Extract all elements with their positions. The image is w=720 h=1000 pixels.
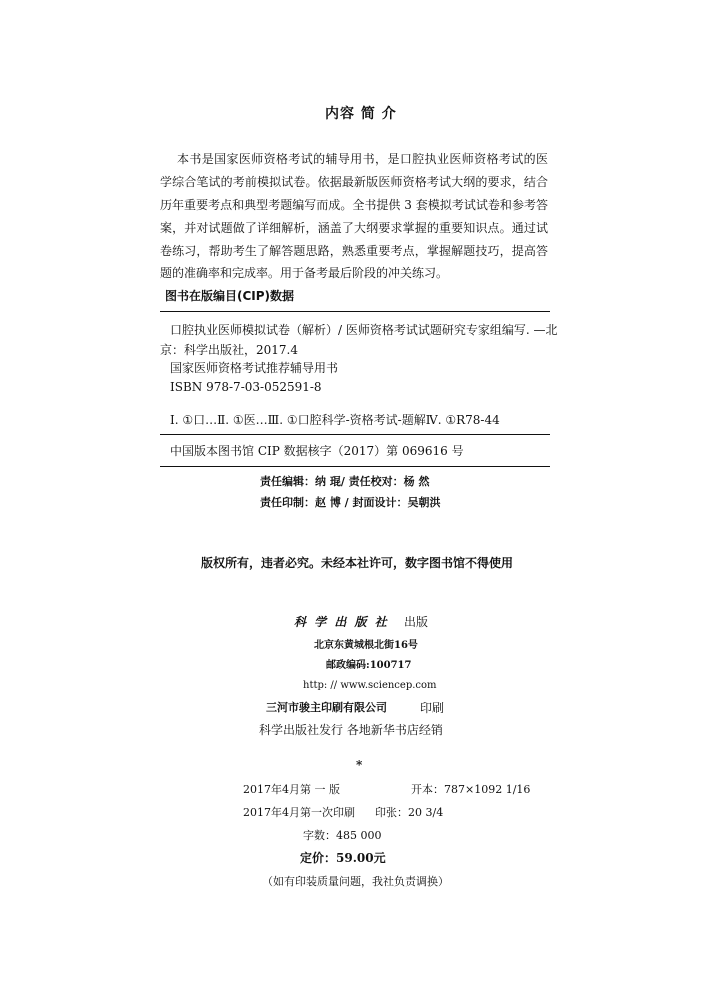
distribution: 科学出版社发行 各地新华书店经销 — [259, 723, 443, 737]
copyright-notice: 版权所有，违者必究。未经本社许可，数字图书馆不得使用 — [201, 556, 514, 570]
intro-line: 学综合笔试的考前模拟试卷。依据最新版医师资格考试大纲的要求，结合 — [160, 175, 548, 189]
publisher-website: http: // www.sciencep.com — [303, 680, 437, 691]
print-date: 2017年4月第一次印刷 — [243, 806, 355, 819]
cip-entry-line: 京：科学出版社，2017.4 — [160, 343, 298, 357]
publisher-postcode: 邮政编码:100717 — [326, 660, 412, 671]
publisher-role: 出版 — [404, 615, 429, 629]
intro-line: 案，并对试题做了详细解析，涵盖了大纲要求掌握的重要知识点。通过试 — [160, 221, 548, 235]
separator-star: * — [356, 758, 363, 772]
intro-line: 历年重要考点和典型考题编写而成。全书提供 3 套模拟考试试卷和参考答 — [160, 198, 548, 212]
intro-line: 卷练习，帮助考生了解答题思路，熟悉重要考点，掌握解题技巧，提高答 — [160, 244, 548, 258]
print-sheets: 印张：20 3/4 — [375, 806, 444, 819]
format-size: 开本：787×1092 1/16 — [411, 783, 531, 796]
cip-entry-line: 口腔执业医师模拟试卷（解析）/ 医师资格考试试题研究专家组编写. —北 — [170, 323, 558, 337]
publisher-address: 北京东黄城根北街16号 — [314, 640, 418, 651]
cip-classification: Ⅰ. ①口…Ⅱ. ①医…Ⅲ. ①口腔科学-资格考试-题解Ⅳ. ①R78-44 — [170, 413, 500, 427]
divider — [160, 311, 550, 312]
intro-line: 题的准确率和完成率。用于备考最后阶段的冲关练习。 — [160, 266, 449, 280]
page-title: 内容 简 介 — [325, 106, 397, 122]
intro-line: 本书是国家医师资格考试的辅导用书，是口腔执业医师资格考试的医 — [177, 152, 548, 166]
cip-number: 中国版本图书馆 CIP 数据核字（2017）第 069616 号 — [170, 444, 464, 458]
credits-line: 责任印制：赵 博 / 封面设计：吴朝洪 — [260, 496, 441, 509]
divider — [160, 434, 550, 435]
price: 定价：59.00元 — [300, 851, 386, 865]
word-count: 字数：485 000 — [303, 829, 382, 842]
isbn: ISBN 978-7-03-052591-8 — [170, 380, 322, 394]
credits-line: 责任编辑：纳 琨/ 责任校对：杨 然 — [260, 475, 430, 488]
divider — [160, 466, 550, 467]
printer-role: 印刷 — [420, 701, 445, 715]
edition-date: 2017年4月第 一 版 — [243, 783, 340, 796]
publisher-name: 科 学 出 版 社 — [294, 615, 389, 629]
quality-note: （如有印装质量问题，我社负责调换） — [262, 875, 449, 888]
printer-name: 三河市骏主印刷有限公司 — [266, 701, 387, 714]
cip-series: 国家医师资格考试推荐辅导用书 — [170, 361, 339, 375]
cip-heading: 图书在版编目(CIP)数据 — [165, 289, 295, 303]
